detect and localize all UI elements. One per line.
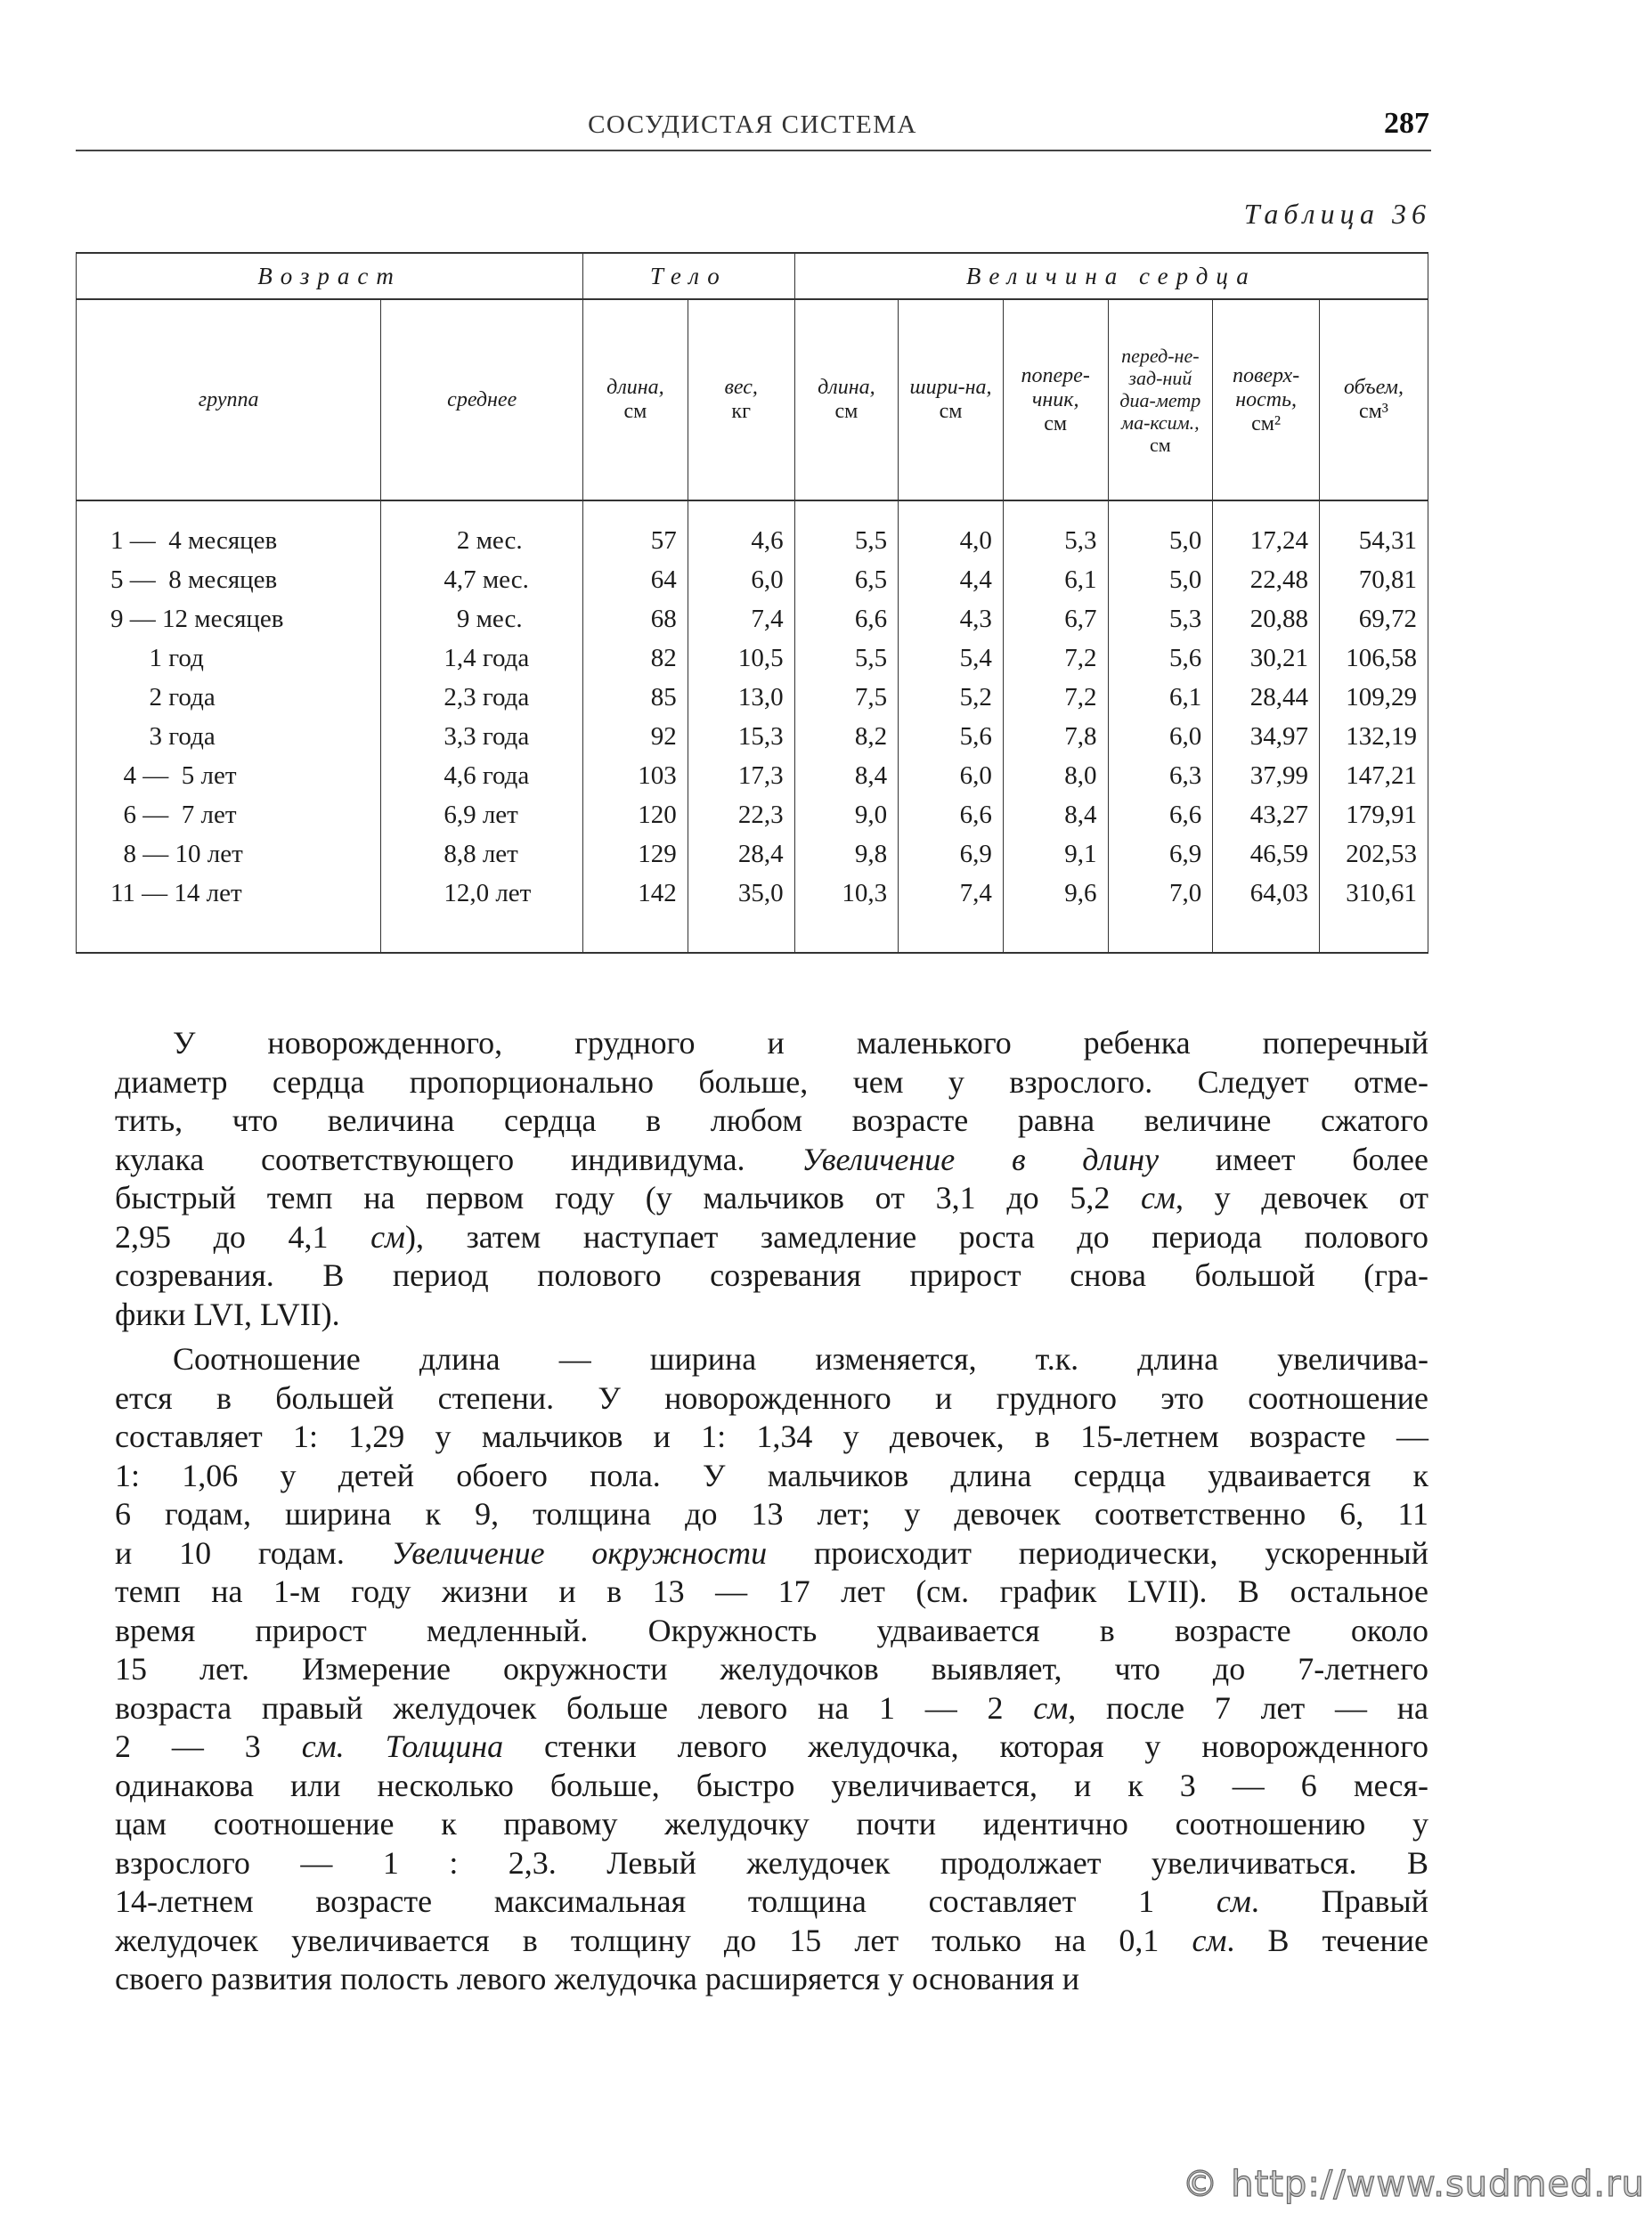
text-segment: происходит периодически, ускоренный (767, 1534, 1428, 1571)
text-line (115, 1296, 1428, 1335)
column-header (77, 299, 381, 500)
italic-text: см (1141, 1180, 1176, 1216)
chapter-title: СОСУДИСТАЯ СИСТЕМА (588, 110, 917, 139)
value-cell: 7,8 (1003, 717, 1108, 756)
age-group-cell: 3 года (77, 717, 381, 756)
column-header-unit: см (1044, 411, 1068, 435)
age-group-cell: 8 — 10 лет (77, 834, 381, 874)
text-segment: время прирост медленный. Окружность удваивается в возрасте около (115, 1612, 1428, 1648)
value-cell: 9,0 (794, 795, 899, 834)
column-header-label: объем, (1344, 376, 1404, 399)
column-header (1003, 299, 1108, 500)
value-cell: 6,1 (1003, 560, 1108, 599)
text-segment: 1: 1,06 у детей обоего пола. У мальчиков длина сердца удваивается к (115, 1457, 1428, 1493)
age-mean-cell: 2 мес. (381, 500, 583, 560)
empty-cell (1108, 913, 1213, 953)
age-group-cell: 2 года (77, 678, 381, 717)
text-line (115, 1960, 1428, 1999)
table-row (77, 560, 1428, 599)
age-mean-cell: 6,9 лет (381, 795, 583, 834)
text-segment: темп на 1-м году жизни и в 13 — 17 лет (см. график LVII). В остальное (115, 1574, 1428, 1609)
value-cell: 4,6 (688, 500, 794, 560)
column-header-row (77, 299, 1428, 500)
value-cell: 28,4 (688, 834, 794, 874)
text-segment: ется в большей степени. У новорожденного и грудного это соотношение (115, 1379, 1428, 1416)
empty-cell (77, 913, 381, 953)
text-line (173, 1340, 1428, 1379)
column-header-unit: кг (731, 400, 751, 423)
page-number: 287 (1384, 107, 1429, 140)
text-segment: желудочек увеличивается в толщину до 15 лет только на 0,1 (115, 1922, 1192, 1958)
value-cell: 8,0 (1003, 756, 1108, 795)
value-cell: 6,9 (1108, 834, 1213, 874)
column-header-label: попере-чник, (1021, 363, 1090, 411)
value-cell: 8,4 (1003, 795, 1108, 834)
value-cell: 5,6 (1108, 638, 1213, 678)
text-segment: . Правый (1250, 1883, 1428, 1919)
italic-text: см. Толщина (301, 1728, 504, 1764)
value-cell: 13,0 (688, 678, 794, 717)
age-mean-cell: 3,3 года (381, 717, 583, 756)
text-segment: , после 7 лет — на (1068, 1689, 1428, 1726)
value-cell: 6,6 (899, 795, 1004, 834)
value-cell: 6,0 (1108, 717, 1213, 756)
italic-text: Увеличение в длину (802, 1141, 1160, 1177)
empty-cell (688, 913, 794, 953)
value-cell: 5,0 (1108, 500, 1213, 560)
column-header (1213, 299, 1320, 500)
text-segment: . В течение (1226, 1922, 1429, 1958)
value-cell: 7,0 (1108, 874, 1213, 913)
column-header (583, 299, 688, 500)
heart-size-table (76, 252, 1428, 954)
text-line (115, 1379, 1428, 1419)
table-row (77, 795, 1428, 834)
group-header-body: Тело (583, 253, 794, 299)
value-cell: 68 (583, 599, 688, 638)
age-group-cell: 1 — 4 месяцев (77, 500, 381, 560)
value-cell: 6,0 (688, 560, 794, 599)
value-cell: 6,6 (794, 599, 899, 638)
empty-cell (1320, 913, 1428, 953)
value-cell: 28,44 (1213, 678, 1320, 717)
table-bottom-spacer (77, 913, 1428, 953)
value-cell: 5,2 (899, 678, 1004, 717)
text-line (115, 1689, 1428, 1728)
value-cell: 4,4 (899, 560, 1004, 599)
value-cell: 129 (583, 834, 688, 874)
value-cell: 6,0 (899, 756, 1004, 795)
value-cell: 85 (583, 678, 688, 717)
text-segment: созревания. В период полового созревания прирост снова большой (гра- (115, 1257, 1428, 1293)
value-cell: 22,3 (688, 795, 794, 834)
value-cell: 109,29 (1320, 678, 1428, 717)
table-row (77, 638, 1428, 678)
value-cell: 10,3 (794, 874, 899, 913)
value-cell: 5,5 (794, 500, 899, 560)
text-line (115, 1534, 1428, 1574)
text-line (115, 1063, 1428, 1102)
paragraph (115, 1340, 1429, 1999)
value-cell: 6,5 (794, 560, 899, 599)
table-row (77, 500, 1428, 560)
text-segment: 6 годам, ширина к 9, толщина до 13 лет; у девочек соответственно 6, 11 (115, 1496, 1428, 1532)
table-row (77, 834, 1428, 874)
value-cell: 310,61 (1320, 874, 1428, 913)
column-header-label: поверх-ность, (1232, 363, 1300, 411)
text-segment: одинакова или несколько больше, быстро увеличивается, и к 3 — 6 меся- (115, 1767, 1428, 1803)
value-cell: 7,4 (688, 599, 794, 638)
column-header-unit: см³ (1358, 400, 1389, 423)
value-cell: 7,5 (794, 678, 899, 717)
text-line (115, 1767, 1428, 1806)
value-cell: 9,6 (1003, 874, 1108, 913)
value-cell: 147,21 (1320, 756, 1428, 795)
value-cell: 4,0 (899, 500, 1004, 560)
value-cell: 70,81 (1320, 560, 1428, 599)
value-cell: 5,6 (899, 717, 1004, 756)
value-cell: 5,3 (1003, 500, 1108, 560)
text-line (115, 1805, 1428, 1844)
column-header-unit: см (939, 400, 963, 423)
empty-cell (381, 913, 583, 953)
age-group-cell: 4 — 5 лет (77, 756, 381, 795)
text-segment: кулака соответствующего индивидума. (115, 1141, 802, 1177)
value-cell: 4,3 (899, 599, 1004, 638)
age-group-cell: 1 год (77, 638, 381, 678)
text-line (115, 1650, 1428, 1689)
value-cell: 7,2 (1003, 678, 1108, 717)
header-rule (76, 150, 1431, 151)
age-mean-cell: 1,4 года (381, 638, 583, 678)
age-mean-cell: 12,0 лет (381, 874, 583, 913)
age-group-cell: 9 — 12 месяцев (77, 599, 381, 638)
value-cell: 9,1 (1003, 834, 1108, 874)
text-segment: 2,95 до 4,1 (115, 1218, 371, 1255)
text-segment: составляет 1: 1,29 у мальчиков и 1: 1,34 у девочек, в 15-летнем возрасте — (115, 1419, 1428, 1454)
text-line (115, 1883, 1428, 1922)
group-header-age: Возраст (77, 253, 583, 299)
text-segment: тить, что величина сердца в любом возрасте равна величине сжатого (115, 1102, 1428, 1138)
value-cell: 6,6 (1108, 795, 1213, 834)
text-line (115, 1844, 1428, 1883)
value-cell: 54,31 (1320, 500, 1428, 560)
value-cell: 5,3 (1108, 599, 1213, 638)
value-cell: 22,48 (1213, 560, 1320, 599)
value-cell: 132,19 (1320, 717, 1428, 756)
value-cell: 37,99 (1213, 756, 1320, 795)
age-group-cell: 11 — 14 лет (77, 874, 381, 913)
value-cell: 35,0 (688, 874, 794, 913)
text-line (115, 1418, 1428, 1457)
text-segment: Соотношение длина — ширина изменяется, т.к. длина увеличива- (173, 1341, 1428, 1377)
age-group-cell: 5 — 8 месяцев (77, 560, 381, 599)
value-cell: 15,3 (688, 717, 794, 756)
value-cell: 17,24 (1213, 500, 1320, 560)
value-cell: 7,4 (899, 874, 1004, 913)
age-mean-cell: 9 мес. (381, 599, 583, 638)
paragraph (115, 1024, 1429, 1334)
text-line (115, 1573, 1428, 1612)
running-head (76, 105, 1429, 146)
text-line (115, 1922, 1428, 1961)
column-header-unit: см (834, 400, 859, 423)
value-cell: 46,59 (1213, 834, 1320, 874)
text-line (115, 1457, 1428, 1496)
value-cell: 10,5 (688, 638, 794, 678)
empty-cell (794, 913, 899, 953)
column-header-unit: см (623, 400, 647, 423)
column-header-label: перед-не-зад-ний диа-метр ма-ксим., (1119, 344, 1201, 434)
value-cell: 64,03 (1213, 874, 1320, 913)
age-mean-cell: 4,7 мес. (381, 560, 583, 599)
column-header (1320, 299, 1428, 500)
text-line (115, 1102, 1428, 1141)
text-line (115, 1179, 1428, 1218)
text-segment: фики LVI, LVII). (115, 1296, 340, 1332)
text-segment: своего развития полость левого желудочка расширяется у основания и (115, 1961, 1080, 1996)
column-header-label: длина, (606, 376, 664, 399)
column-header-label: длина, (818, 376, 875, 399)
value-cell: 20,88 (1213, 599, 1320, 638)
value-cell: 5,5 (794, 638, 899, 678)
watermark: © http://www.sudmed.ru (1182, 2164, 1645, 2205)
column-header (381, 299, 583, 500)
value-cell: 142 (583, 874, 688, 913)
text-segment: имеет более (1159, 1141, 1429, 1177)
empty-cell (1213, 913, 1320, 953)
value-cell: 5,0 (1108, 560, 1213, 599)
value-cell: 6,7 (1003, 599, 1108, 638)
value-cell: 202,53 (1320, 834, 1428, 874)
value-cell: 34,97 (1213, 717, 1320, 756)
value-cell: 120 (583, 795, 688, 834)
table-row (77, 874, 1428, 913)
table-row (77, 717, 1428, 756)
value-cell: 9,8 (794, 834, 899, 874)
text-line (115, 1612, 1428, 1651)
text-segment: цам соотношение к правому желудочку почти идентично соотношению у (115, 1806, 1428, 1842)
table-row (77, 599, 1428, 638)
text-line (173, 1024, 1428, 1063)
column-header-label: среднее (447, 387, 517, 411)
value-cell: 6,3 (1108, 756, 1213, 795)
text-line (115, 1218, 1428, 1257)
column-header-unit: см² (1251, 411, 1282, 435)
group-header-heart: Величина сердца (794, 253, 1428, 299)
value-cell: 30,21 (1213, 638, 1320, 678)
value-cell: 17,3 (688, 756, 794, 795)
table-body (77, 500, 1428, 953)
empty-cell (899, 913, 1004, 953)
empty-cell (1003, 913, 1108, 953)
text-line (115, 1256, 1428, 1296)
value-cell: 64 (583, 560, 688, 599)
text-line (115, 1141, 1428, 1180)
text-segment: стенки левого желудочка, которая у новорожденного (503, 1728, 1429, 1764)
table-row (77, 756, 1428, 795)
text-segment: взрослого — 1 : 2,3. Левый желудочек продолжает увеличиваться. В (115, 1844, 1428, 1881)
italic-text: см (1192, 1922, 1227, 1958)
value-cell: 57 (583, 500, 688, 560)
column-header-label: шири-на, (909, 376, 992, 399)
italic-text: см (370, 1218, 406, 1255)
value-cell: 82 (583, 638, 688, 678)
table-row (77, 678, 1428, 717)
age-mean-cell: 4,6 года (381, 756, 583, 795)
italic-text: см (1216, 1883, 1251, 1919)
value-cell: 8,4 (794, 756, 899, 795)
column-header (688, 299, 794, 500)
column-header (1108, 299, 1213, 500)
italic-text: Увеличение окружности (391, 1534, 768, 1571)
value-cell: 8,2 (794, 717, 899, 756)
table-caption: Таблица 36 (1243, 198, 1431, 230)
value-cell: 106,58 (1320, 638, 1428, 678)
value-cell: 43,27 (1213, 795, 1320, 834)
group-header-row (77, 253, 1428, 299)
text-segment: диаметр сердца пропорционально больше, чем у взрослого. Следует отме- (115, 1063, 1428, 1100)
text-segment: У новорожденного, грудного и маленького ребенка поперечный (173, 1025, 1428, 1061)
text-line (115, 1495, 1428, 1534)
value-cell: 69,72 (1320, 599, 1428, 638)
text-segment: ), затем наступает замедление роста до периода полового (405, 1218, 1428, 1255)
text-segment: , у девочек от (1175, 1180, 1428, 1216)
column-header-label: группа (198, 387, 259, 411)
age-mean-cell: 8,8 лет (381, 834, 583, 874)
column-header-unit: см (1150, 433, 1171, 456)
value-cell: 6,9 (899, 834, 1004, 874)
text-segment: и 10 годам. (115, 1534, 392, 1571)
text-segment: быстрый темп на первом году (у мальчиков от 3,1 до 5,2 (115, 1180, 1142, 1216)
text-segment: 2 — 3 (115, 1728, 302, 1764)
text-line (115, 1728, 1428, 1767)
column-header-label: вес, (724, 376, 758, 399)
value-cell: 5,4 (899, 638, 1004, 678)
value-cell: 103 (583, 756, 688, 795)
text-segment: 15 лет. Измерение окружности желудочков выявляет, что до 7-летнего (115, 1651, 1428, 1687)
value-cell: 179,91 (1320, 795, 1428, 834)
column-header (899, 299, 1004, 500)
value-cell: 7,2 (1003, 638, 1108, 678)
italic-text: см (1033, 1689, 1069, 1726)
value-cell: 6,1 (1108, 678, 1213, 717)
text-segment: 14-летнем возрасте максимальная толщина составляет 1 (115, 1883, 1217, 1919)
age-mean-cell: 2,3 года (381, 678, 583, 717)
value-cell: 92 (583, 717, 688, 756)
age-group-cell: 6 — 7 лет (77, 795, 381, 834)
text-segment: возраста правый желудочек больше левого на 1 — 2 (115, 1689, 1034, 1726)
column-header (794, 299, 899, 500)
empty-cell (583, 913, 688, 953)
